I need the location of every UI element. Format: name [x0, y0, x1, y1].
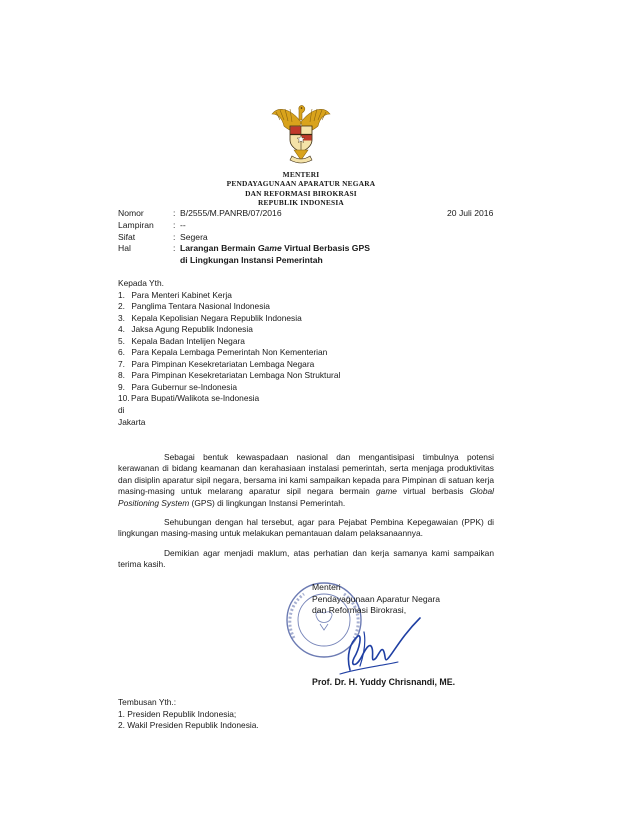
ministry-line: DAN REFORMASI BIROKRASI: [245, 188, 357, 198]
addressee-place: Jakarta: [118, 416, 146, 427]
handwritten-signature-icon: [320, 612, 430, 682]
ministry-line: REPUBLIK INDONESIA: [258, 198, 344, 208]
tembusan-intro: Tembusan Yth.:: [118, 697, 177, 707]
recipient-text: Para Gubernur se-Indonesia: [131, 381, 238, 392]
list-item: [118, 370, 340, 382]
paragraph-italic: game: [376, 486, 397, 497]
list-number: 3.: [118, 312, 125, 323]
body-paragraph-1: [118, 452, 494, 509]
list-number: 9.: [118, 381, 125, 392]
addressee-di: di: [118, 405, 125, 416]
hal-text: Larangan Bermain: [180, 243, 258, 254]
list-number: 10.: [118, 393, 130, 404]
recipient-text: Para Kepala Lembaga Pemerintah Non Kementerian: [131, 347, 328, 358]
list-item: [118, 324, 340, 336]
sifat-value: Segera: [180, 231, 208, 242]
list-number: 1.: [118, 289, 125, 300]
recipient-text: Para Pimpinan Kesekretariatan Lembaga Negara: [131, 358, 315, 369]
list-item: [118, 313, 340, 325]
recipient-text: Para Pimpinan Kesekretariatan Lembaga Non Struktural: [131, 370, 341, 381]
list-number: 4.: [118, 324, 125, 335]
addressee-intro: Kepada Yth.: [118, 278, 164, 288]
recipient-text: Kepala Badan Intelijen Negara: [131, 335, 245, 346]
ministry-header: [170, 170, 432, 208]
list-item: [118, 382, 340, 394]
list-item: [118, 393, 340, 405]
list-item: [118, 290, 340, 302]
colon: :: [173, 208, 176, 218]
list-item: [118, 301, 340, 313]
colon: :: [173, 231, 176, 242]
tembusan-block: [118, 697, 259, 732]
signature-title-2: Pendayagunaan Aparatur Negara: [312, 593, 441, 604]
list-number: 6.: [118, 347, 125, 358]
paragraph-italic: Global Positioning System: [118, 486, 494, 508]
hal-game-word: Game: [257, 243, 282, 254]
recipient-text: Para Bupati/Walikota se-Indonesia: [131, 393, 260, 404]
list-item: 2. Wakil Presiden Republik Indonesia.: [118, 720, 259, 731]
sifat-label: Sifat: [118, 231, 136, 242]
recipient-list: [118, 290, 340, 405]
paragraph-text: virtual berbasis: [396, 486, 470, 497]
list-item: 1. Presiden Republik Indonesia;: [118, 708, 237, 719]
colon: :: [173, 243, 176, 254]
signer-name: Prof. Dr. H. Yuddy Chrisnandi, ME.: [312, 677, 456, 687]
paragraph-text: Demikian agar menjadi maklum, atas perhatian dan kerja samanya kami sampaikan terima kasih.: [118, 548, 494, 570]
recipient-text: Kepala Kepolisian Negara Republik Indonesia: [131, 312, 302, 323]
list-number: 7.: [118, 358, 125, 369]
addressee-block: [118, 278, 340, 428]
list-item: [118, 359, 340, 371]
signature-title-3: dan Reformasi Birokrasi,: [312, 605, 407, 616]
garuda-pancasila-emblem-icon: [270, 100, 332, 168]
paragraph-text: (GPS) di lingkungan Instansi Pemerintah.: [189, 497, 346, 508]
letter-date: 20 Juli 2016: [447, 208, 494, 218]
list-item: [118, 347, 340, 359]
colon: :: [173, 219, 176, 230]
ministry-line: MENTERI: [282, 170, 320, 179]
hal-value-line-2: di Lingkungan Instansi Pemerintah: [180, 255, 323, 266]
recipient-text: Para Menteri Kabinet Kerja: [131, 289, 232, 300]
list-number: 5.: [118, 335, 125, 346]
lampiran-value: --: [180, 219, 186, 230]
hal-label: Hal: [118, 243, 131, 254]
lampiran-label: Lampiran: [118, 219, 154, 230]
nomor-value: B/2555/M.PANRB/07/2016: [180, 208, 282, 218]
ministry-line: PENDAYAGUNAAN APARATUR NEGARA: [226, 179, 376, 189]
recipient-text: Panglima Tentara Nasional Indonesia: [131, 301, 270, 312]
list-number: 2.: [118, 301, 125, 312]
hal-text: Virtual Berbasis GPS: [281, 243, 370, 254]
list-item: [118, 336, 340, 348]
body-paragraph-3: [118, 548, 494, 571]
body-paragraph-2: [118, 517, 494, 540]
nomor-label: Nomor: [118, 208, 144, 218]
hal-value: [180, 243, 370, 253]
paragraph-text: Sebagai bentuk kewaspadaan nasional dan mengantisipasi timbulnya potensi kerawanan di bidang keamanan dan kerahasiaan instalasi pemerintah, serta menjaga produktivitas dan disiplin aparatur sipil negara, bersama ini kami sampaikan kepada para Pimpinan di satuan kerja masing-masing untuk melarang aparatur sipil negara bermain: [118, 452, 494, 497]
paragraph-text: Sehubungan dengan hal tersebut, agar para Pejabat Pembina Kepegawaian (PPK) di lingkungan masing-masing untuk melakukan pemantauan dalam pelaksanaannya.: [118, 517, 494, 539]
recipient-text: Jaksa Agung Republik Indonesia: [131, 324, 253, 335]
list-number: 8.: [118, 370, 125, 381]
signature-title-1: Menteri: [312, 582, 341, 592]
